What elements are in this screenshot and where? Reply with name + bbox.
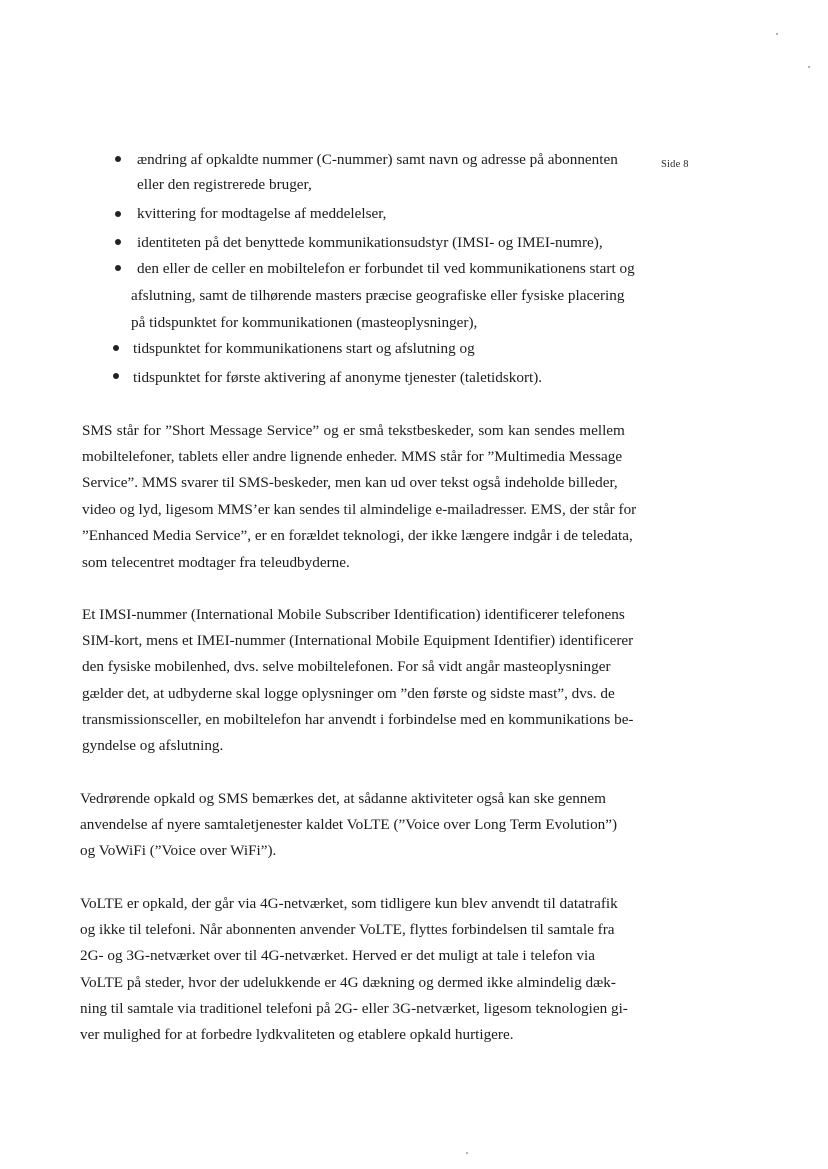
paragraph-line: SMS står for ”Short Message Service” og er små tekstbeskeder, som kan sendes mellem — [82, 422, 625, 439]
bullet-line: identiteten på det benyttede kommunikationsudstyr (IMSI- og IMEI-numre), — [137, 234, 603, 251]
bullet-dot — [115, 156, 121, 162]
paragraph-line: og VoWiFi (”Voice over WiFi”). — [80, 842, 277, 859]
bullet-dot — [113, 373, 119, 379]
paragraph-line: anvendelse af nyere samtaletjenester kaldet VoLTE (”Voice over Long Term Evolution”) — [80, 816, 618, 833]
paragraph-line: Service”. MMS svarer til SMS-beskeder, men kan ud over tekst også indeholde billeder, — [82, 474, 618, 491]
bullet-line: ændring af opkaldte nummer (C-nummer) samt navn og adresse på abonnenten — [137, 151, 618, 168]
bullet-line: tidspunktet for kommunikationens start og afslutning og — [133, 340, 475, 357]
paragraph-line: VoLTE er opkald, der går via 4G-netværket, som tidligere kun blev anvendt til datatrafik — [80, 895, 618, 912]
page-number-label: Side 8 — [661, 159, 689, 170]
paragraph-line: som telecentret modtager fra teleudbyderne. — [82, 554, 350, 571]
bullet-line: tidspunktet for første aktivering af anonyme tjenester (taletidskort). — [133, 369, 543, 386]
scan-speck — [776, 33, 778, 35]
paragraph-line: transmissionsceller, en mobiltelefon har anvendt i forbindelse med en kommunikations be- — [82, 711, 634, 728]
bullet-dot — [115, 239, 121, 245]
paragraph-line: mobiltelefoner, tablets eller andre lignende enheder. MMS står for ”Multimedia Message — [82, 448, 623, 465]
bullet-line: afslutning, samt de tilhørende masters præcise geografiske eller fysiske placering — [131, 287, 625, 304]
paragraph-line: den fysiske mobilenhed, dvs. selve mobiltelefonen. For så vidt angår masteoplysninger — [82, 658, 611, 675]
bullet-dot — [115, 211, 121, 217]
paragraph-line: ning til samtale via traditionel telefoni på 2G- eller 3G-netværket, ligesom teknologien gi- — [80, 1000, 628, 1017]
paragraph-line: Vedrørende opkald og SMS bemærkes det, at sådanne aktiviteter også kan ske gennem — [80, 790, 606, 807]
bullet-dot — [115, 265, 121, 271]
paragraph-line: VoLTE på steder, hvor der udelukkende er 4G dækning og dermed ikke almindelig dæk- — [80, 974, 616, 991]
bullet-dot — [113, 345, 119, 351]
paragraph-line: Et IMSI-nummer (International Mobile Subscriber Identification) identificerer telefonens — [82, 606, 625, 623]
paragraph-line: ver mulighed for at forbedre lydkvaliteten og etablere opkald hurtigere. — [80, 1026, 514, 1043]
paragraph-line: gyndelse og afslutning. — [82, 737, 224, 754]
paragraph-line: gælder det, at udbyderne skal logge oplysninger om ”den første og sidste mast”, dvs. de — [82, 685, 615, 702]
bullet-line: den eller de celler en mobiltelefon er forbundet til ved kommunikationens start og — [137, 260, 635, 277]
scan-speck — [466, 1152, 468, 1154]
paragraph-line: 2G- og 3G-netværket over til 4G-netværket. Herved er det muligt at tale i telefon via — [80, 947, 595, 964]
paragraph-line: og ikke til telefoni. Når abonnenten anvender VoLTE, flyttes forbindelsen til samtale fra — [80, 921, 615, 938]
bullet-line: kvittering for modtagelse af meddelelser, — [137, 205, 387, 222]
paragraph-line: video og lyd, ligesom MMS’er kan sendes til almindelige e-mailadresser. EMS, der står for — [82, 501, 637, 518]
paragraph-line: SIM-kort, mens et IMEI-nummer (International Mobile Equipment Identifier) identificerer — [82, 632, 634, 649]
scan-speck — [808, 66, 810, 68]
bullet-line: på tidspunktet for kommunikationen (masteoplysninger), — [131, 314, 478, 331]
paragraph-line: ”Enhanced Media Service”, er en forældet teknologi, der ikke længere indgår i de teledata, — [82, 527, 633, 544]
bullet-line: eller den registrerede bruger, — [137, 176, 312, 193]
